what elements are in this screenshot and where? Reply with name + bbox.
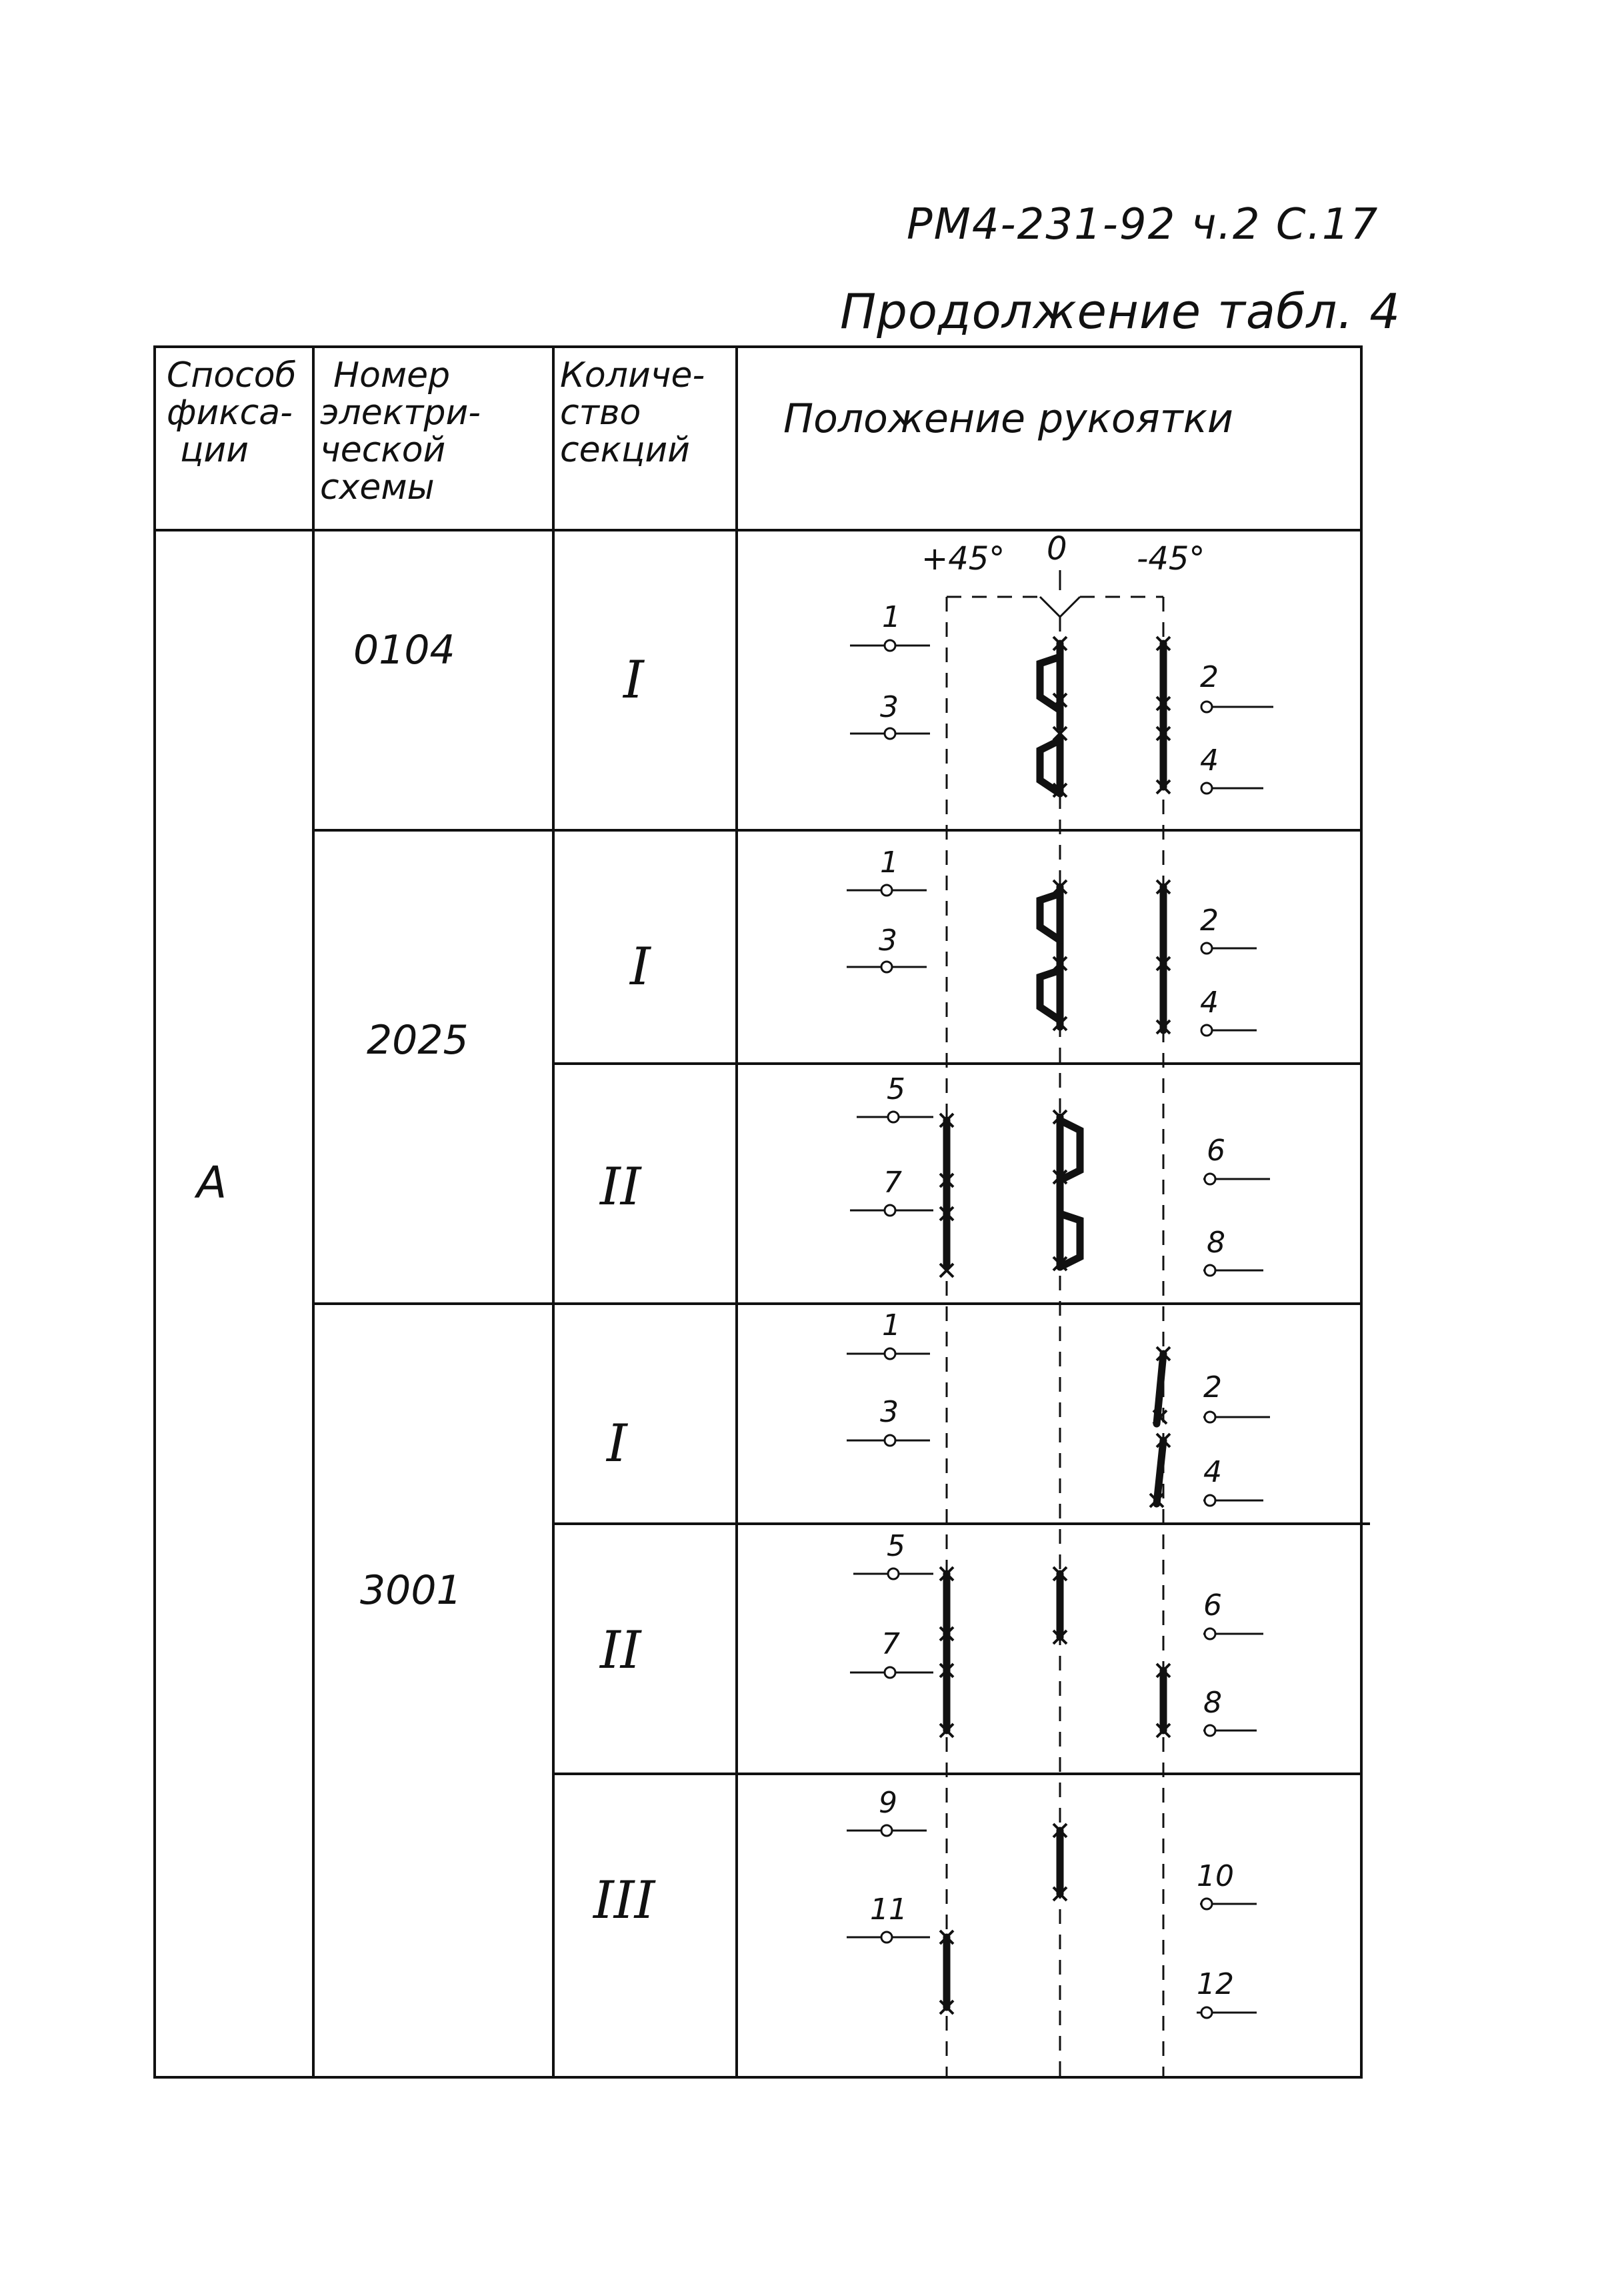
header-handle-position: Положение рукоятки [783, 395, 1233, 442]
header-line: электри- [320, 393, 481, 433]
header-line: фикса- [167, 393, 293, 433]
header-fixation-method [167, 357, 297, 469]
position-label-zero: 0 [1047, 530, 1067, 567]
section-count: III [593, 1871, 655, 1931]
position-label-minus45: -45° [1137, 540, 1205, 578]
header-line: секций [560, 430, 690, 470]
header-line: ство [560, 393, 641, 433]
header-sections-count [560, 357, 705, 469]
terminal-label: 3 [880, 690, 899, 724]
header-line: схемы [320, 467, 435, 507]
terminal-label: 2 [1203, 1370, 1222, 1404]
terminal-label: 11 [870, 1893, 907, 1927]
terminal-label: 4 [1200, 744, 1219, 778]
terminal-label: 1 [880, 846, 899, 880]
header-line: ции [180, 430, 249, 470]
terminal-label: 2 [1200, 660, 1219, 694]
terminal-label: 6 [1203, 1588, 1222, 1622]
terminal-label: 8 [1203, 1686, 1222, 1720]
terminal-label: 3 [880, 1395, 899, 1429]
terminal-label: 2 [1200, 904, 1219, 938]
terminal-label: 8 [1207, 1226, 1225, 1260]
terminal-label: 5 [887, 1529, 905, 1563]
terminal-label: 7 [881, 1627, 900, 1661]
terminal-label: 7 [883, 1166, 902, 1200]
terminal-label: 6 [1207, 1134, 1225, 1168]
contact-crosses [940, 637, 1170, 2014]
table-grid [155, 347, 1370, 2077]
terminal-label: 5 [887, 1072, 905, 1106]
terminal-label: 9 [879, 1786, 897, 1820]
terminal-label: 1 [882, 1308, 901, 1342]
section-count: I [607, 1414, 627, 1474]
fixation-value: А [197, 1157, 227, 1208]
terminal-label: 4 [1200, 986, 1219, 1020]
terminal-label: 1 [882, 600, 901, 634]
header-line: Способ [167, 355, 297, 395]
header-scheme-number [320, 357, 481, 506]
terminal-label: 3 [879, 924, 897, 958]
scheme-number: 0104 [353, 627, 455, 674]
contact-marks [947, 644, 1163, 2007]
section-count: I [623, 650, 644, 710]
section-count: I [630, 937, 651, 997]
section-count: II [600, 1157, 641, 1217]
table-continuation-title: Продолжение табл. 4 [840, 283, 1401, 339]
terminal-label: 4 [1203, 1455, 1222, 1489]
header-line: ческой [320, 430, 446, 470]
header-line: Количе- [560, 355, 705, 395]
scheme-number: 3001 [360, 1567, 462, 1614]
terminal-label: 12 [1197, 1967, 1234, 2001]
header-line: Номер [333, 355, 451, 395]
scheme-number: 2025 [367, 1017, 469, 1064]
document-code: РМ4-231-92 ч.2 С.17 [907, 200, 1379, 249]
terminal-label: 10 [1197, 1859, 1234, 1893]
position-label-plus45: +45° [921, 540, 1005, 578]
section-count: II [600, 1620, 641, 1680]
